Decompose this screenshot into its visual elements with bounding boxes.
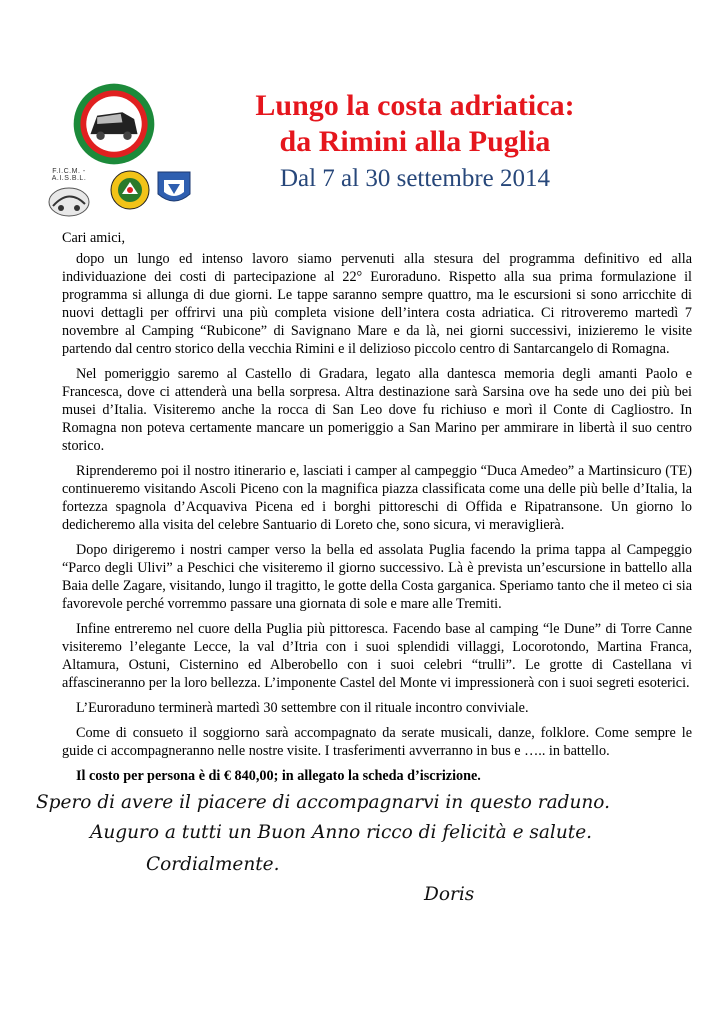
cost-note: Il costo per persona è di € 840,00; in allegato la scheda d’iscrizione. xyxy=(76,768,481,784)
page-title-line2: da Rimini alla Puglia xyxy=(279,125,551,158)
paragraph-4: Dopo dirigeremo i nostri camper verso la bella ed assolata Puglia facendo la prima tappa al Campeggio “Parco degli Ulivi” a Peschici che visiteremo il giorno successivo. Là è prevista un’escursione in battello alla Baia delle Zagare, visitando, lungo il tragitto, le gotte della Costa garganica. Speriamo tanto che il meteo ci sia favorevole perché vorremmo passare una giornata di sole e mare alle Tremiti. xyxy=(62,542,692,612)
paragraph-6: L’Euroraduno terminerà martedì 30 settembre con il rituale incontro conviviale. xyxy=(76,700,529,716)
fcm-badge xyxy=(40,168,98,223)
paragraph-3: Riprenderemo poi il nostro itinerario e, lasciati i camper al campeggio “Duca Amedeo” a Martinsicuro (TE) continueremo visitando Ascoli Piceno con la magnifica piazza classificata come una delle più belle d’Italia, la fortezza spagnola d’Acquaviva Picena ed i borghi pittoreschi di Offida e Ripatransone. Un giorno lo dedicheremo alla visita del celebre Santuario di Loreto che, sono sicura, vi meraviglierà. xyxy=(62,463,692,533)
title-block xyxy=(205,88,625,194)
paragraph-1: dopo un lungo ed intenso lavoro siamo pervenuti alla stesura del programma definitivo ed alla individuazione dei costi di partecipazione al 22° Euroraduno. Rispetto alla sua prima formulazione il programma si allunga di due giorni. Le tappe saranno sempre quattro, ma le escursioni si sono arricchite di nuovi dettagli per offrirvi una più completa visione dell’intera costa adriatica. Ci ritroveremo martedì 7 novembre al Camping “Rubicone” di Savignano Mare e da là, nei giorni successivi, inizieremo le visite partendo dal centro storico della vecchia Rimini e il delizioso piccolo centro di Santarcangelo di Romagna. xyxy=(62,251,692,357)
paragraph-7: Come di consueto il soggiorno sarà accompagnato da serate musicali, danze, folklore. Come sempre le guide ci accompagneranno nelle nostre visite. I trasferimenti avverranno in bus e ….. in battello. xyxy=(62,725,692,759)
salutation: Cari amici, xyxy=(62,230,126,246)
logo-group xyxy=(0,0,230,220)
camping-club-badge-logo xyxy=(110,170,150,210)
closing-line-1: Spero di avere il piacere di accompagnarvi in questo raduno. xyxy=(36,792,610,813)
paragraph-5: Infine entreremo nel cuore della Puglia più pittoresca. Facendo base al camping “le Dune” di Torre Canne visiteremo l’elegante Lecce, la val d’Itria con i suoi splendidi villaggi, Locorotondo, Martina Franca, Altamura, Ostuni, Cisternino ed Alberobello con i suoi celebri “trulli”. Le grotte di Castellana vi affascineranno per la loro bellezza. L’imponente Castel del Monte vi impressionerà con i suoi segreti esoterici. xyxy=(62,621,692,691)
paragraph-2: Nel pomeriggio saremo al Castello di Gradara, legato alla dantesca memoria degli amanti Paolo e Francesca, dove ci attenderà una bella sorpresa. Altra destinazione sarà Sarsina ove ha sede uno dei più bei musei d’Italia. Visiteremo anche la rocca di San Leo dove fu richiuso e morì il Conte di Cagliostro. In Romagna non poteva certamente mancare un pomeriggio a San Marino per ammirare in libertà il suo centro storico. xyxy=(62,366,692,454)
signature: Doris xyxy=(424,884,475,905)
fcm-label: F.I.C.M. - A.I.S.B.L. xyxy=(51,168,87,182)
shield-emblem-logo xyxy=(156,170,192,210)
page-title-line1: Lungo la costa adriatica: xyxy=(255,89,575,122)
event-dates: Dal 7 al 30 settembre 2014 xyxy=(279,165,551,192)
letter-body xyxy=(62,229,692,792)
camper-club-italia-logo xyxy=(72,82,156,166)
fcm-logo xyxy=(45,182,93,218)
closing-line-2: Auguro a tutti un Buon Anno ricco di felicità e salute. xyxy=(90,822,593,843)
closing-line-3: Cordialmente. xyxy=(146,854,280,875)
